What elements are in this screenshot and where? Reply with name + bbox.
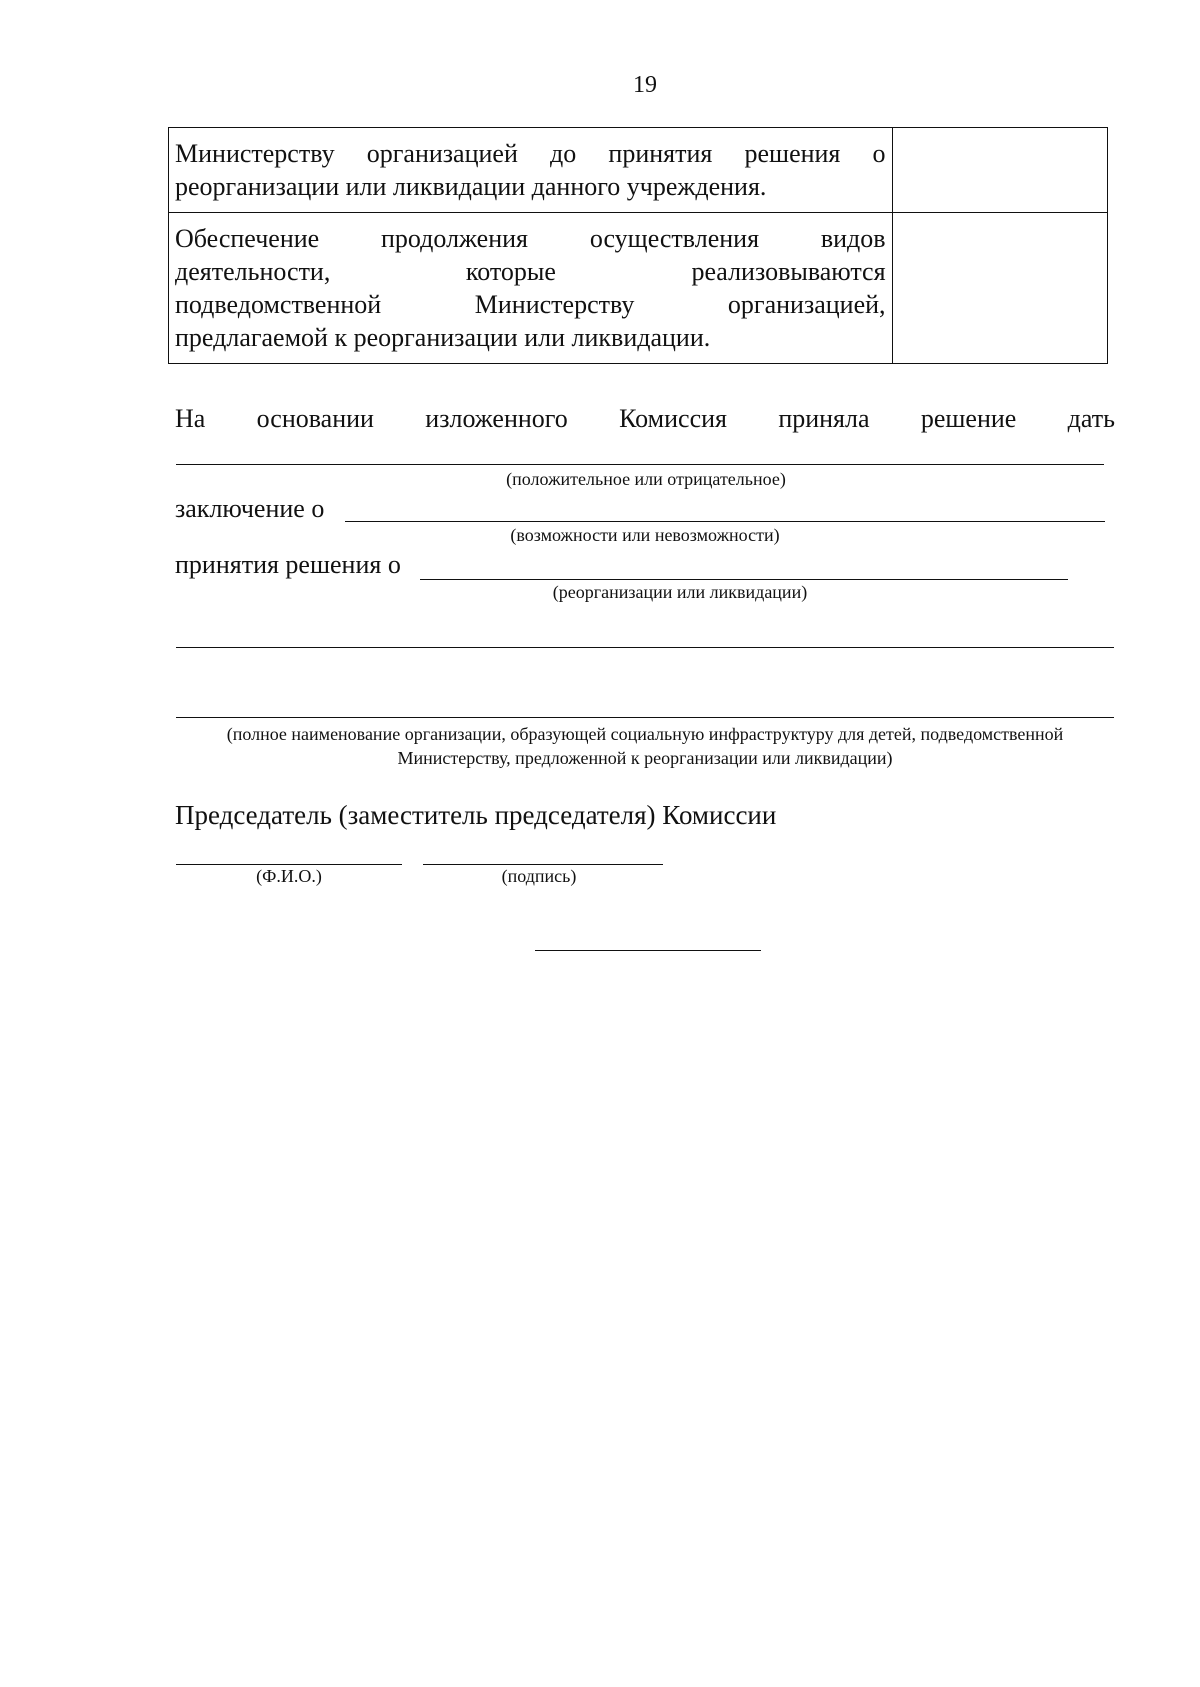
blank-line-decision [176, 464, 1104, 465]
decision-word: основании [256, 404, 374, 433]
caption-positive-negative: (положительное или отрицательное) [506, 469, 786, 489]
decision-word: решение [920, 404, 1017, 433]
table-row [169, 128, 1108, 213]
table-cell-text [169, 213, 893, 364]
decision-word: На [175, 404, 206, 433]
caption-organization [170, 722, 1120, 770]
blank-line-adoption [420, 579, 1068, 580]
chairman-title: Председатель (заместитель председателя) Комиссии [175, 800, 777, 830]
decision-word: дать [1067, 404, 1115, 433]
closing-divider [535, 950, 761, 951]
blank-line-org-2 [176, 717, 1114, 718]
adoption-label: принятия решения о [175, 550, 401, 579]
page-number: 19 [633, 72, 657, 98]
caption-possibility: (возможности или невозможности) [510, 525, 780, 545]
blank-line-org-1 [176, 647, 1114, 648]
criteria-table [168, 127, 1108, 364]
cell-line: Обеспечение продолжения осуществления видов [175, 224, 886, 253]
caption-signature: (подпись) [501, 866, 577, 886]
cell-line: предлагаемой к реорганизации или ликвидации. [175, 323, 711, 352]
caption-organization-line: (полное наименование организации, образующей социальную инфраструктуру для детей, подведомственной [226, 724, 1064, 744]
decision-word: приняла [778, 404, 870, 433]
decision-word: изложенного [425, 404, 568, 433]
caption-reorganization: (реорганизации или ликвидации) [552, 582, 808, 602]
caption-name: (Ф.И.О.) [256, 866, 322, 886]
blank-line-conclusion [345, 521, 1105, 522]
caption-organization-line: Министерству, предложенной к реорганизации или ликвидации) [397, 748, 893, 768]
table-cell-text [169, 128, 893, 213]
signature-line [423, 864, 663, 865]
table-row [169, 213, 1108, 364]
cell-line: деятельности, которые реализовываются [175, 257, 886, 286]
table-cell-value [892, 213, 1107, 364]
cell-line: подведомственной Министерству организацией, [175, 290, 886, 319]
name-line [176, 864, 402, 865]
decision-sentence [175, 404, 1115, 434]
table-cell-value [892, 128, 1107, 213]
cell-line: реорганизации или ликвидации данного учреждения. [175, 172, 767, 201]
conclusion-label: заключение о [175, 494, 325, 523]
decision-word: Комиссия [619, 404, 727, 433]
cell-line: Министерству организацией до принятия решения о [175, 139, 886, 168]
